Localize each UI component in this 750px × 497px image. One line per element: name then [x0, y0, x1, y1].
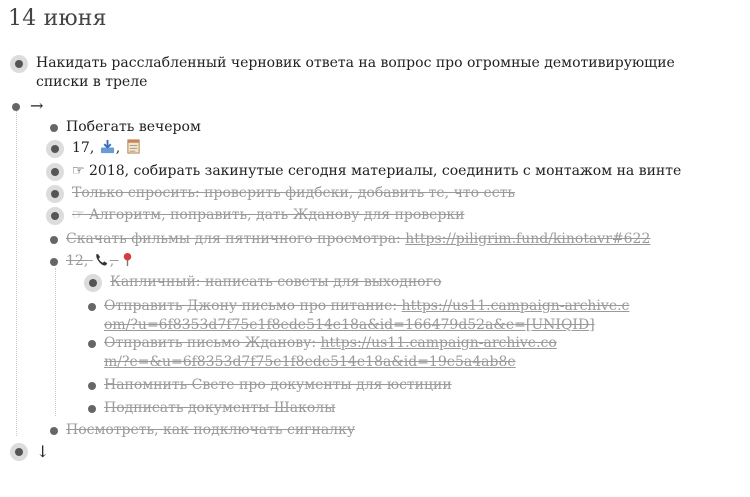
list-item[interactable]: →	[12, 97, 43, 115]
bullet-icon[interactable]	[50, 258, 58, 266]
list-item-completed[interactable]: 12, ,	[50, 252, 136, 271]
list-item-completed[interactable]: Только спросить: проверить фидбеки, добавить те, что есть	[46, 184, 515, 203]
bullet-icon[interactable]	[46, 185, 64, 203]
list-item[interactable]: Побегать вечером	[50, 118, 201, 137]
bullet-icon[interactable]	[46, 207, 64, 225]
list-item[interactable]: ☞ 2018, собирать закинутые сегодня материалы, соединить с монтажом на винте	[46, 162, 681, 181]
link[interactable]: https://piligrim.fund/kinotavr#622	[405, 231, 651, 247]
list-item-completed[interactable]: Посмотреть, как подключать сигналку	[50, 421, 355, 440]
bullet-icon[interactable]	[12, 103, 20, 111]
list-item-completed[interactable]: Отправить письмо Жданову: https://us11.campaign-archive.com/?e=&u=6f8353d7f75e1f8ede514e18a&id=19e5a4ab8e	[88, 334, 564, 372]
link[interactable]: https://us11.campaign-archive.com/?u=6f8353d7f75e1f8ede514e18a&id=166479d52a&e=[UNIQID]	[104, 298, 630, 333]
bullet-icon[interactable]	[84, 274, 102, 292]
bullet-icon[interactable]	[88, 382, 96, 390]
list-item-completed[interactable]: ☞ Алгоритм, поправить, дать Жданову для проверки	[46, 206, 465, 225]
phone-icon	[94, 252, 109, 267]
bullet-icon[interactable]	[46, 140, 64, 158]
list-item-completed[interactable]: Напомнить Свете про документы для юстиции	[88, 376, 452, 395]
download-icon	[100, 139, 115, 154]
list-item[interactable]: ↓	[10, 442, 49, 461]
bullet-icon[interactable]	[50, 236, 58, 244]
page-title: 14 июня	[8, 6, 107, 31]
bullet-icon[interactable]	[10, 55, 28, 73]
link[interactable]: https://us11.campaign-archive.com/?e=&u=6f8353d7f75e1f8ede514e18a&id=19e5a4ab8e	[104, 335, 557, 370]
bullet-icon[interactable]	[88, 405, 96, 413]
pushpin-icon	[120, 252, 135, 267]
list-item-completed[interactable]: Отправить Джону письмо про питание: https://us11.campaign-archive.com/?u=6f8353d7f75e1f8ede514e18a&id=166479d52a&e=[UNIQID]	[88, 297, 634, 335]
list-item-completed[interactable]: Подписать документы Шаколы	[88, 399, 335, 418]
list-item-completed[interactable]: Капличный: написать советы для выходного	[84, 273, 441, 292]
tree-guide-line	[16, 110, 17, 436]
list-item[interactable]: 17, ,	[46, 139, 142, 158]
tree-guide-line-nested	[55, 268, 56, 416]
bullet-icon[interactable]	[10, 443, 28, 461]
notepad-icon	[126, 139, 141, 154]
list-item-completed[interactable]: Скачать фильмы для пятничного просмотра: https://piligrim.fund/kinotavr#622	[50, 230, 650, 249]
bullet-icon[interactable]	[46, 163, 64, 181]
bullet-icon[interactable]	[88, 340, 96, 348]
bullet-icon[interactable]	[50, 124, 58, 132]
bullet-icon[interactable]	[50, 427, 58, 435]
list-item[interactable]: Накидать расслабленный черновик ответа на вопрос про огромные демотивирующие списки в треле	[10, 54, 700, 92]
bullet-icon[interactable]	[88, 303, 96, 311]
